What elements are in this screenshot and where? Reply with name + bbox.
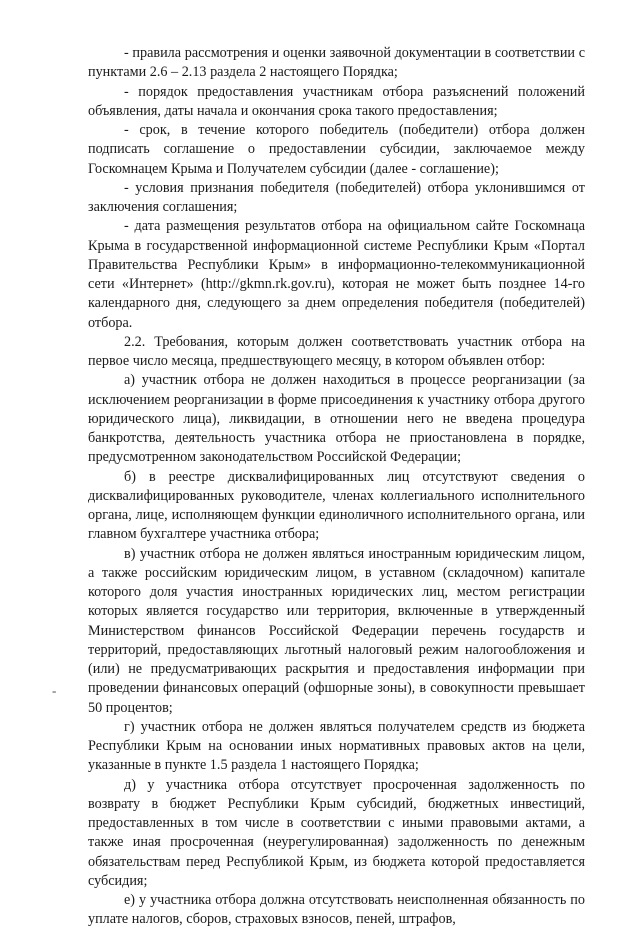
paragraph-requirement-d: д) у участника отбора отсутствует просроченная задолженность по возврату в бюджет Республики Крым субсидий, бюджетных инвестиций, предоставленных в том числе в соответствии с иными правовыми актами, а также иная просроченная (неурегулированная) задолженность по денежным обязательствам перед Республикой Крым, из бюджета которой предоставляется субсидия;: [88, 776, 585, 889]
paragraph-requirement-g: г) участник отбора не должен являться получателем средств из бюджета Республики Крым на основании иных нормативных правовых актов на цели, указанные в пункте 1.5 раздела 1 настоящего Порядка;: [88, 718, 585, 774]
paragraph-results-publication: - дата размещения результатов отбора на официальном сайте Госкомнаца Крыма в государственной информационной системе Республики Крым «Портал Правительства Республики Крым» в информационно-телекоммуникационной сети «Интернет» (http://gkmn.rk.gov.ru), которая не может быть позднее 14-го календарного дня, следующего за днем определения победителя (победителей) отбора.: [88, 218, 585, 331]
paragraph-requirements-intro: 2.2. Требования, которым должен соответствовать участник отбора на первое число месяца, предшествующего месяцу, в котором объявлен отбор:: [88, 333, 585, 369]
paragraph-requirement-v: в) участник отбора не должен являться иностранным юридическим лицом, а также российским юридическим лицом, в уставном (складочном) капитале которого доля участия иностранных юридических лиц, местом регистрации которых является государство или территория, включенные в утвержденный Министерством финансов Российской Федерации перечень государств и территорий, предоставляющих льготный налоговый режим налогообложения и (или) не предусматривающих раскрытия и предоставления информации при проведении финансовых операций (офшорные зоны), в совокупности превышает 50 процентов;: [88, 545, 585, 716]
document-body: [88, 44, 585, 930]
paragraph-evasion-conditions: - условия признания победителя (победителей) отбора уклонившимся от заключения соглашения;: [88, 179, 585, 215]
paragraph-review-rules: - правила рассмотрения и оценки заявочной документации в соответствии с пунктами 2.6 – 2.13 раздела 2 настоящего Порядка;: [88, 45, 585, 81]
paragraph-clarification-order: - порядок предоставления участникам отбора разъяснений положений объявления, даты начала и окончания срока такого предоставления;: [88, 83, 585, 119]
scan-artifact-dash: -: [52, 683, 57, 698]
paragraph-requirement-e: е) у участника отбора должна отсутствовать неисполненная обязанность по уплате налогов, сборов, страховых взносов, пеней, штрафов,: [88, 892, 585, 928]
paragraph-requirement-a: а) участник отбора не должен находиться в процессе реорганизации (за исключением реорганизации в форме присоединения к участнику отбора другого юридического лица), ликвидации, в отношении него не введена процедура банкротства, деятельность участника отбора не приостановлена в порядке, предусмотренном законодательством Российской Федерации;: [88, 372, 585, 466]
paragraph-requirement-b: б) в реестре дисквалифицированных лиц отсутствуют сведения о дисквалифицированных руководителе, членах коллегиального исполнительного органа, лице, исполняющем функции единоличного исполнительного органа, или главном бухгалтере участника отбора;: [88, 468, 585, 543]
paragraph-agreement-deadline: - срок, в течение которого победитель (победители) отбора должен подписать соглашение о предоставлении субсидии, заключаемое между Госкомнацем Крыма и Получателем субсидии (далее - соглашение);: [88, 122, 585, 177]
